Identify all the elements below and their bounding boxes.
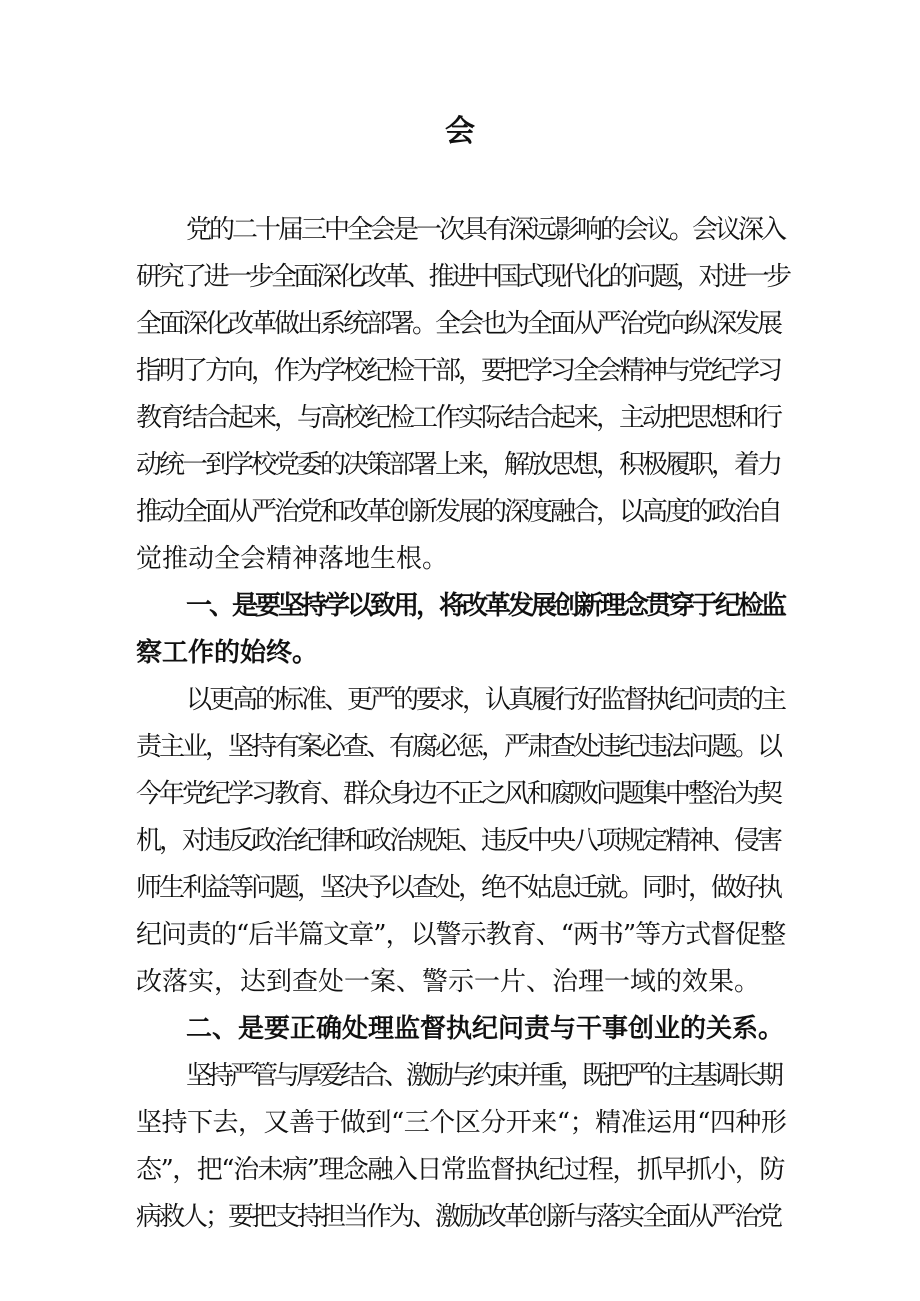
paragraph-2-line-3: 今年党纪学习教育、群众身边不正之风和腐败问题集中整治为契: [136, 779, 781, 809]
paragraph-3-line-3: 态”，把“治未病”理念融入日常监督执纪过程，抓早抓小，防: [136, 1155, 784, 1185]
paragraph-2-line-2: 责主业，坚持有案必查、有腐必惩，严肃查处违纪违法问题。以: [136, 732, 781, 762]
section-heading-1-line-2: 察工作的始终。: [136, 638, 319, 668]
paragraph-3-line-1: 坚持严管与厚爱结合、激励与约束并重，既把严的主基调长期: [186, 1061, 781, 1091]
paragraph-1-line-2: 研究了进一步全面深化改革、推进中国式现代化的问题，对进一步: [136, 262, 789, 292]
paragraph-1-line-8: 觉推动全会精神落地生根。: [136, 544, 449, 574]
paragraph-2-line-7: 改落实，达到查处一案、警示一片、治理一域的效果。: [136, 967, 761, 997]
paragraph-2-line-5: 师生利益等问题，坚决予以查处，绝不姑息迁就。同时，做好执: [136, 873, 781, 903]
section-heading-1-line-1: 一、是要坚持学以致用，将改革发展创新理念贯穿于纪检监: [186, 591, 785, 621]
paragraph-2-line-6: 纪问责的“后半篇文章”，以警示教育、“两书”等方式督促整: [136, 920, 786, 950]
paragraph-1-line-1: 党的二十届三中全会是一次具有深远影响的会议。会议深入: [186, 215, 785, 245]
paragraph-1-line-4: 指明了方向，作为学校纪检干部，要把学习全会精神与党纪学习: [136, 356, 781, 386]
page-title: 会: [445, 114, 475, 149]
paragraph-1-line-7: 推动全面从严治党和改革创新发展的深度融合，以高度的政治自: [136, 497, 781, 527]
paragraph-3-line-2: 坚持下去，又善于做到“三个区分开来“；精准运用“四种形: [136, 1108, 787, 1138]
paragraph-1-line-6: 动统一到学校党委的决策部署上来，解放思想，积极履职，着力: [136, 450, 781, 480]
paragraph-2-line-1: 以更高的标准、更严的要求，认真履行好监督执纪问责的主: [186, 685, 785, 715]
paragraph-3-line-4: 病救人；要把支持担当作为、激励改革创新与落实全面从严治党: [136, 1202, 781, 1232]
paragraph-1-line-5: 教育结合起来，与高校纪检工作实际结合起来，主动把思想和行: [136, 403, 781, 433]
paragraph-2-line-4: 机，对违反政治纪律和政治规矩、违反中央八项规定精神、侵害: [136, 826, 781, 856]
paragraph-1-line-3: 全面深化改革做出系统部署。全会也为全面从严治党向纵深发展: [136, 309, 781, 339]
section-heading-2: 二、是要正确处理监督执纪问责与干事创业的关系。: [186, 1014, 785, 1044]
